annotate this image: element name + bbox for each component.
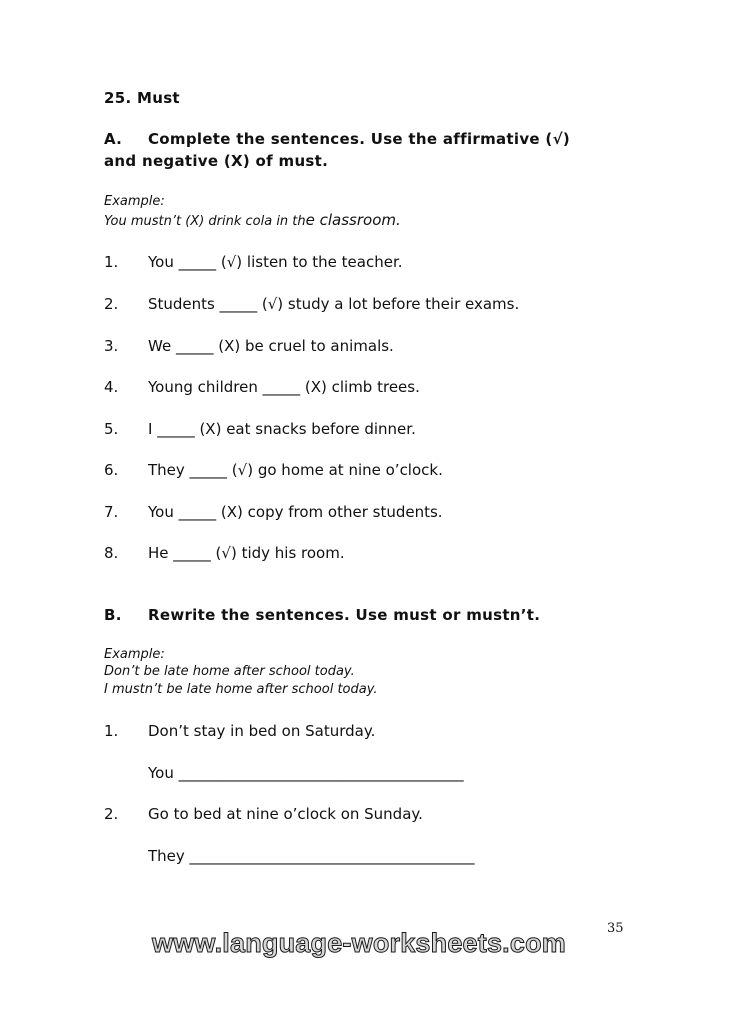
item-number: 3. bbox=[104, 337, 119, 355]
section-b-instruction-text: Rewrite the sentences. Use must or mustn’t. bbox=[148, 606, 541, 624]
section-b-example-line2: I mustn’t be late home after school today. bbox=[104, 682, 378, 697]
item-text: Young children _____ (X) climb trees. bbox=[148, 378, 420, 396]
item-number: 8. bbox=[104, 544, 119, 562]
item-text: Students _____ (√) study a lot before their exams. bbox=[148, 295, 520, 313]
exercise-a-item-6 bbox=[104, 461, 443, 479]
item-number: 2. bbox=[104, 805, 119, 823]
section-a-example-sentence bbox=[104, 211, 401, 229]
exercise-b-answer-line-2[interactable]: They ______________________________________ bbox=[148, 847, 475, 865]
section-a-instruction-text: Complete the sentences. Use the affirmative (√) bbox=[148, 130, 571, 148]
exercise-a-item-2 bbox=[104, 295, 519, 313]
section-a-instruction-line1 bbox=[104, 130, 570, 148]
exercise-b-answer-line-1[interactable]: You ______________________________________ bbox=[148, 764, 464, 782]
item-number: 7. bbox=[104, 503, 119, 521]
website-footer-link[interactable]: www.language-worksheets.com bbox=[152, 928, 566, 958]
worksheet-title: 25. Must bbox=[104, 89, 180, 107]
exercise-a-item-5 bbox=[104, 420, 416, 438]
item-number: 5. bbox=[104, 420, 119, 438]
exercise-a-item-4 bbox=[104, 378, 420, 396]
section-a-instruction-line2: and negative (X) of must. bbox=[104, 152, 329, 170]
section-b-example-line1: Don’t be late home after school today. bbox=[104, 664, 355, 679]
item-number: 2. bbox=[104, 295, 119, 313]
section-a-letter: A. bbox=[104, 130, 123, 148]
page-number: 35 bbox=[607, 921, 624, 936]
section-b-letter: B. bbox=[104, 606, 122, 624]
item-text: He _____ (√) tidy his room. bbox=[148, 544, 345, 562]
item-text: They _____ (√) go home at nine o’clock. bbox=[148, 461, 443, 479]
section-b-example-label: Example: bbox=[104, 647, 165, 662]
item-number: 4. bbox=[104, 378, 119, 396]
exercise-a-item-8 bbox=[104, 544, 345, 562]
exercise-a-item-3 bbox=[104, 337, 394, 355]
item-number: 6. bbox=[104, 461, 119, 479]
exercise-b-item-1 bbox=[104, 722, 375, 740]
section-a-example-text: You mustn’t (X) drink cola in th bbox=[104, 214, 306, 229]
exercise-b-item-2 bbox=[104, 805, 423, 823]
section-b-instruction bbox=[104, 606, 540, 624]
item-text: You _____ (X) copy from other students. bbox=[148, 503, 443, 521]
section-a-example-label: Example: bbox=[104, 194, 165, 209]
section-a-example-tail: e classroom. bbox=[305, 211, 401, 229]
item-text: You _____ (√) listen to the teacher. bbox=[148, 253, 403, 271]
item-number: 1. bbox=[104, 722, 119, 740]
item-text: Go to bed at nine o’clock on Sunday. bbox=[148, 805, 423, 823]
item-number: 1. bbox=[104, 253, 119, 271]
item-text: I _____ (X) eat snacks before dinner. bbox=[148, 420, 416, 438]
item-text: We _____ (X) be cruel to animals. bbox=[148, 337, 394, 355]
exercise-a-item-1 bbox=[104, 253, 403, 271]
exercise-a-item-7 bbox=[104, 503, 443, 521]
item-text: Don’t stay in bed on Saturday. bbox=[148, 722, 376, 740]
